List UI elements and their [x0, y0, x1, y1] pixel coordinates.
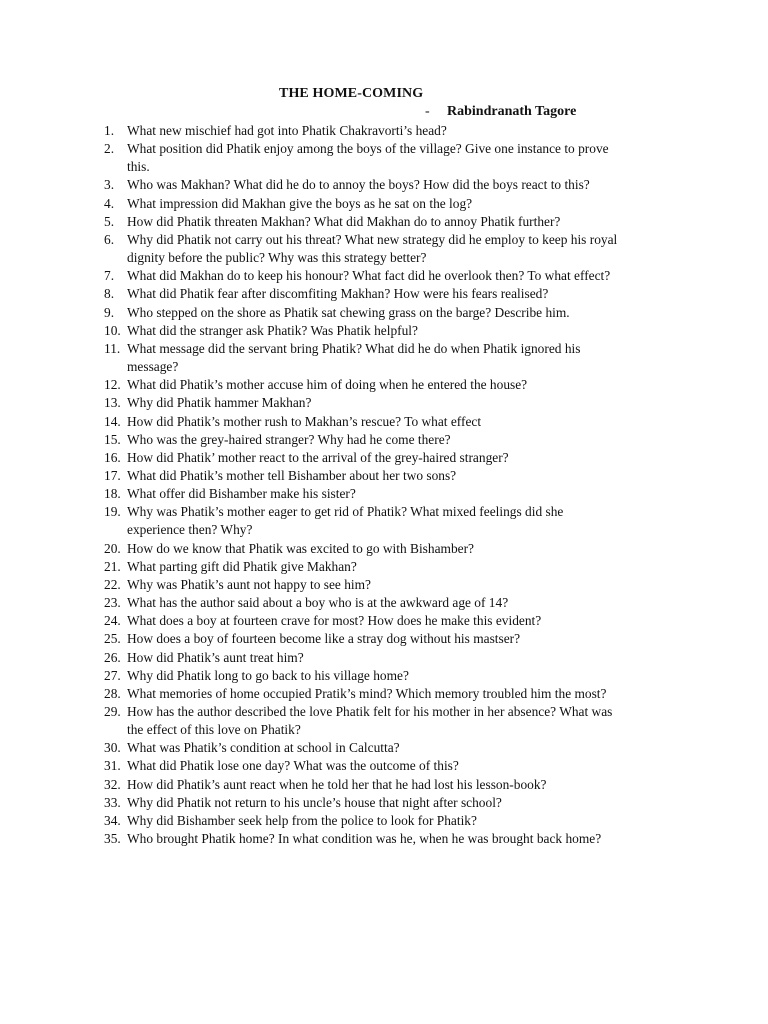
question-number: 10. [104, 322, 121, 338]
question-number: 18. [104, 486, 121, 502]
question-number: 13. [104, 395, 121, 411]
question-number: 17. [104, 467, 121, 483]
question-text: What did the stranger ask Phatik? Was Phatik helpful? [127, 322, 418, 338]
question-number: 22. [104, 576, 121, 592]
question-text: What parting gift did Phatik give Makhan? [127, 558, 357, 574]
question-number: 25. [104, 631, 121, 647]
question-item [104, 594, 624, 612]
question-text: What has the author said about a boy who is at the awkward age of 14? [127, 595, 509, 611]
question-item [104, 413, 624, 431]
question-item [104, 612, 624, 630]
question-text: Why did Phatik long to go back to his village home? [127, 667, 409, 683]
question-text: Why did Phatik not return to his uncle’s house that night after school? [127, 794, 502, 810]
question-number: 2. [104, 141, 115, 157]
question-item [104, 794, 624, 812]
question-text: What did Phatik’s mother accuse him of doing when he entered the house? [127, 377, 528, 393]
question-item [104, 304, 624, 322]
question-item [104, 776, 624, 794]
question-text: Why did Phatik not carry out his threat? What new strategy did he employ to keep his royal dignity before the public? Why was this strategy better? [127, 231, 618, 266]
question-number: 35. [104, 831, 121, 847]
question-text: What did Phatik’s mother tell Bishamber about her two sons? [127, 467, 457, 483]
question-number: 27. [104, 667, 121, 683]
question-text: Why did Bishamber seek help from the police to look for Phatik? [127, 812, 477, 828]
question-number: 29. [104, 704, 121, 719]
question-text: What did Phatik fear after discomfiting Makhan? How were his fears realised? [127, 286, 549, 302]
question-text: What new mischief had got into Phatik Chakravorti’s head? [127, 123, 447, 138]
question-text: Why was Phatik’s aunt not happy to see him? [127, 576, 371, 592]
question-number: 14. [104, 413, 121, 429]
document-title: THE HOME-COMING [279, 86, 424, 101]
question-item [104, 685, 624, 703]
question-number: 11. [104, 340, 121, 356]
question-number: 6. [104, 231, 115, 247]
question-item [104, 431, 624, 449]
question-number: 4. [104, 195, 115, 211]
question-text: What message did the servant bring Phatik? What did he do when Phatik ignored his message? [127, 340, 581, 375]
question-number: 15. [104, 431, 121, 447]
question-number: 26. [104, 649, 121, 665]
question-number: 19. [104, 504, 121, 520]
question-item [104, 122, 624, 140]
question-number: 33. [104, 794, 121, 810]
question-number: 30. [104, 740, 121, 756]
question-number: 31. [104, 758, 121, 774]
author-line [425, 104, 576, 120]
question-item [104, 703, 624, 739]
question-number: 21. [104, 558, 121, 574]
question-text: Who was the grey-haired stranger? Why had he come there? [127, 431, 451, 447]
question-item [104, 285, 624, 303]
question-number: 24. [104, 613, 121, 629]
question-item [104, 830, 624, 848]
question-item [104, 140, 624, 176]
question-number: 5. [104, 213, 115, 229]
question-item [104, 667, 624, 685]
question-item [104, 757, 624, 775]
question-text: What did Phatik lose one day? What was the outcome of this? [127, 758, 459, 774]
question-item [104, 267, 624, 285]
question-item [104, 540, 624, 558]
question-text: What position did Phatik enjoy among the boys of the village? Give one instance to prove this. [127, 141, 609, 175]
question-text: What impression did Makhan give the boys as he sat on the log? [127, 195, 473, 211]
question-item [104, 322, 624, 340]
question-number: 32. [104, 776, 121, 792]
question-text: How do we know that Phatik was excited to go with Bishamber? [127, 540, 474, 556]
question-item [104, 558, 624, 576]
question-text: What was Phatik’s condition at school in Calcutta? [127, 740, 400, 756]
question-text: Why did Phatik hammer Makhan? [127, 395, 312, 411]
question-text: What does a boy at fourteen crave for most? How does he make this evident? [127, 613, 542, 629]
question-item [104, 467, 624, 485]
question-item [104, 576, 624, 594]
question-item [104, 630, 624, 648]
question-number: 1. [104, 123, 115, 138]
question-number: 3. [104, 177, 115, 193]
question-item [104, 485, 624, 503]
question-number: 23. [104, 595, 121, 611]
question-item [104, 503, 624, 539]
question-number: 20. [104, 540, 121, 556]
question-text: Who stepped on the shore as Phatik sat chewing grass on the barge? Describe him. [127, 304, 570, 320]
question-item [104, 649, 624, 667]
question-number: 12. [104, 377, 121, 393]
question-text: How did Phatik’s aunt treat him? [127, 649, 304, 665]
question-number: 16. [104, 449, 121, 465]
question-text: What memories of home occupied Pratik’s mind? Which memory troubled him the most? [127, 685, 607, 701]
question-number: 34. [104, 812, 121, 828]
question-number: 9. [104, 304, 115, 320]
question-item [104, 176, 624, 194]
question-item [104, 231, 624, 267]
question-text: How did Phatik threaten Makhan? What did Makhan do to annoy Phatik further? [127, 213, 561, 229]
question-number: 7. [104, 268, 115, 284]
author-dash: - [425, 104, 430, 119]
question-number: 28. [104, 685, 121, 701]
question-text: How did Phatik’ mother react to the arrival of the grey-haired stranger? [127, 449, 509, 465]
question-text: Who brought Phatik home? In what condition was he, when he was brought back home? [127, 831, 602, 847]
question-text: What did Makhan do to keep his honour? What fact did he overlook then? To what effect? [127, 268, 611, 284]
author-name: Rabindranath Tagore [447, 104, 577, 119]
question-number: 8. [104, 286, 115, 302]
question-text: Why was Phatik’s mother eager to get rid of Phatik? What mixed feelings did she experience then? Why? [127, 504, 564, 538]
question-item [104, 195, 624, 213]
question-item [104, 394, 624, 412]
question-list [104, 122, 624, 848]
question-item [104, 213, 624, 231]
question-item [104, 376, 624, 394]
question-text: How does a boy of fourteen become like a stray dog without his mastser? [127, 631, 521, 647]
question-text: How did Phatik’s aunt react when he told her that he had lost his lesson-book? [127, 776, 547, 792]
question-text: How has the author described the love Phatik felt for his mother in her absence? What was the effect of this love on Phatik? [127, 704, 613, 738]
question-item [104, 739, 624, 757]
question-item [104, 449, 624, 467]
question-item [104, 812, 624, 830]
question-text: What offer did Bishamber make his sister? [127, 486, 356, 502]
question-item [104, 340, 624, 376]
question-text: How did Phatik’s mother rush to Makhan’s rescue? To what effect [127, 413, 482, 429]
question-text: Who was Makhan? What did he do to annoy the boys? How did the boys react to this? [127, 177, 590, 193]
